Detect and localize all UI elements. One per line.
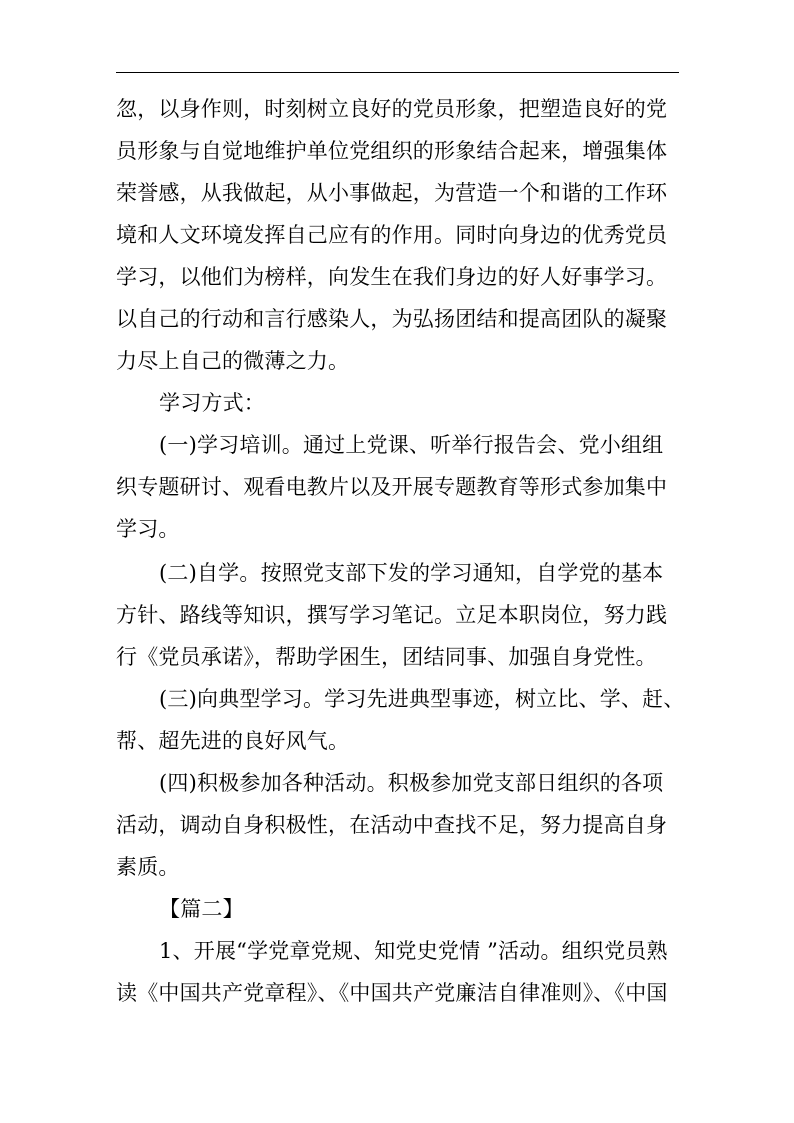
body-text-line: 境和人文环境发挥自己应有的作用。同时向身边的优秀党员 bbox=[116, 223, 668, 247]
list-item-first-line: (一)学习培训。通过上党课、听举行报告会、党小组组 bbox=[159, 433, 664, 457]
body-text-line: 荣誉感，从我做起，从小事做起，为营造一个和谐的工作环 bbox=[116, 181, 668, 205]
section-heading: 学习方式： bbox=[159, 391, 265, 415]
body-text-line: 方针、路线等知识，撰写学习笔记。立足本职岗位，努力践 bbox=[116, 603, 668, 627]
body-text-line: 行《党员承诺》，帮助学困生，团结同事、加强自身党性。 bbox=[116, 645, 657, 669]
body-text-line: 读《中国共产党章程》、《中国共产党廉洁自律准则》、《中国 bbox=[116, 981, 668, 1005]
body-text-line: 员形象与自觉地维护单位党组织的形象结合起来，增强集体 bbox=[116, 139, 668, 163]
list-item-first-line: 1、开展“学党章党规、知党史党情 ”活动。组织党员熟 bbox=[159, 939, 668, 963]
section-title: 【篇二】 bbox=[159, 897, 244, 921]
body-text-line: 帮、超先进的良好风气。 bbox=[116, 729, 350, 753]
body-text-line: 织专题研讨、观看电教片以及开展专题教育等形式参加集中 bbox=[116, 475, 668, 499]
list-item-first-line: (三)向典型学习。学习先进典型事迹，树立比、学、赶、 bbox=[159, 687, 685, 711]
list-item-first-line: (四)积极参加各种活动。积极参加党支部日组织的各项 bbox=[159, 771, 664, 795]
header-rule bbox=[116, 72, 679, 73]
body-text-line: 学习，以他们为榜样，向发生在我们身边的好人好事学习。 bbox=[116, 265, 668, 289]
list-item-first-line: (二)自学。按照党支部下发的学习通知，自学党的基本 bbox=[159, 561, 664, 585]
body-text-line: 力尽上自己的微薄之力。 bbox=[116, 349, 350, 373]
body-text-line: 学习。 bbox=[116, 517, 180, 541]
body-text-line: 素质。 bbox=[116, 855, 180, 879]
body-text-line: 以自己的行动和言行感染人，为弘扬团结和提高团队的凝聚 bbox=[116, 307, 668, 331]
body-text-line: 忽，以身作则，时刻树立良好的党员形象，把塑造良好的党 bbox=[116, 97, 668, 121]
body-text-line: 活动，调动自身积极性，在活动中查找不足，努力提高自身 bbox=[116, 813, 668, 837]
